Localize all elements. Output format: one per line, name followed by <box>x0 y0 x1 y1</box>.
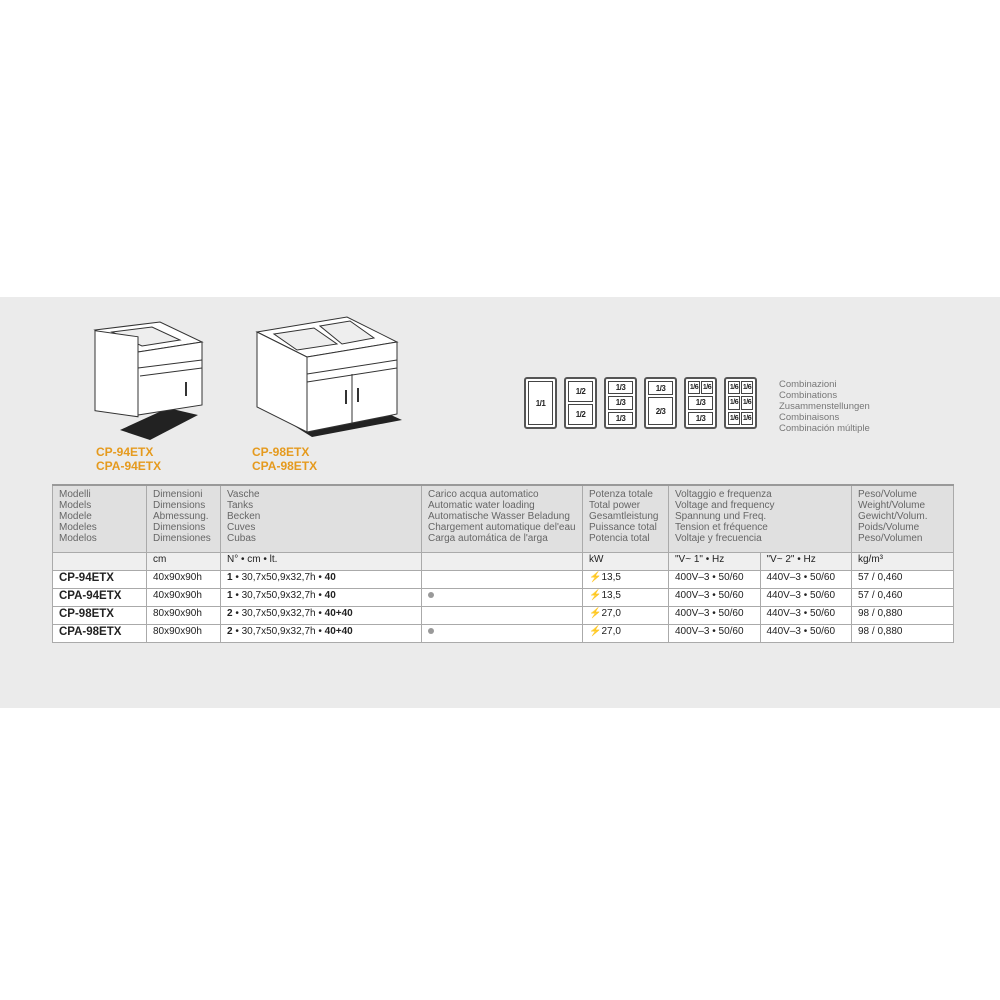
pasta-cooker-single-image <box>90 320 210 440</box>
power-cell <box>583 625 669 643</box>
pan-cell: 1/6 <box>741 412 753 425</box>
pan-cell: 1/6 <box>741 381 753 394</box>
header-line: Poids/Volume <box>858 522 920 533</box>
pan-cell: 1/6 <box>701 381 713 394</box>
tank-size: • 30,7x50,9x32,7h • <box>232 590 325 601</box>
power-cell <box>583 571 669 589</box>
pan-combination <box>564 377 597 429</box>
feature-dot-icon <box>428 592 434 598</box>
spec-table <box>52 484 954 643</box>
voltage2-cell: 440V–3 • 50/60 <box>760 625 852 643</box>
table-row <box>53 607 954 625</box>
pan-cell: 1/2 <box>568 381 593 402</box>
weight-cell: 57 / 0,460 <box>852 571 954 589</box>
pan-cell: 1/3 <box>608 381 633 394</box>
pan-cell: 1/3 <box>688 396 713 409</box>
auto-water-cell <box>422 589 583 607</box>
column-header <box>669 485 852 553</box>
header-line: Peso/Volume <box>858 489 917 500</box>
pasta-cooker-double-image <box>252 312 412 442</box>
combo-label-line: Combinations <box>779 390 838 401</box>
product-model: CPA-94ETX <box>96 459 162 473</box>
auto-water-cell <box>422 571 583 589</box>
header-line: Automatische Wasser Beladung <box>428 511 570 522</box>
dimensions-cell: 40x90x90h <box>147 589 221 607</box>
tanks-cell <box>221 607 422 625</box>
table-unit-row <box>53 553 954 571</box>
header-line: Abmessung. <box>153 511 209 522</box>
header-line: Dimensiones <box>153 533 211 544</box>
unit-cell <box>53 553 147 571</box>
model-cell: CPA-98ETX <box>53 625 147 643</box>
lightning-icon: ⚡ <box>589 590 602 601</box>
header-line: Voltage and frequency <box>675 500 775 511</box>
voltage2-cell: 440V–3 • 50/60 <box>760 589 852 607</box>
header-line: Dimensioni <box>153 489 203 500</box>
combo-label-line: Combinación múltiple <box>779 423 870 434</box>
pan-combination <box>524 377 557 429</box>
tank-liters: 40+40 <box>324 626 353 637</box>
header-line: Models <box>59 500 92 511</box>
header-line: Modele <box>59 511 92 522</box>
unit-cell: "V~ 1" • Hz <box>669 553 761 571</box>
unit-cell: "V~ 2" • Hz <box>760 553 852 571</box>
header-line: Automatic water loading <box>428 500 535 511</box>
power-value: 13,5 <box>601 572 621 583</box>
pan-cell: 1/3 <box>648 381 673 395</box>
combo-label-line: Combinazioni <box>779 379 837 390</box>
tank-size: • 30,7x50,9x32,7h • <box>232 572 325 583</box>
combo-label-line: Combinaisons <box>779 412 840 423</box>
header-line: Vasche <box>227 489 260 500</box>
dimensions-cell: 40x90x90h <box>147 571 221 589</box>
header-line: Weight/Volume <box>858 500 926 511</box>
table-row <box>53 589 954 607</box>
product-model: CPA-98ETX <box>252 459 318 473</box>
column-header <box>852 485 954 553</box>
unit-cell: kW <box>583 553 669 571</box>
pan-combination <box>684 377 717 429</box>
feature-dot-icon <box>428 628 434 634</box>
pan-combination <box>644 377 677 429</box>
unit-cell <box>422 553 583 571</box>
header-line: Cuves <box>227 522 256 533</box>
header-line: Modelli <box>59 489 91 500</box>
pan-cell: 1/6 <box>741 396 753 409</box>
unit-cell: cm <box>147 553 221 571</box>
tanks-cell <box>221 625 422 643</box>
header-line: Gewicht/Volum. <box>858 511 928 522</box>
voltage2-cell: 440V–3 • 50/60 <box>760 607 852 625</box>
tanks-cell <box>221 571 422 589</box>
pan-cell: 1/2 <box>568 404 593 425</box>
tank-size: • 30,7x50,9x32,7h • <box>232 626 325 637</box>
header-line: Voltaggio e frequenza <box>675 489 772 500</box>
header-line: Carga automática de l'arga <box>428 533 548 544</box>
weight-cell: 57 / 0,460 <box>852 589 954 607</box>
power-value: 13,5 <box>601 590 621 601</box>
power-cell <box>583 607 669 625</box>
voltage1-cell: 400V–3 • 50/60 <box>669 607 761 625</box>
lightning-icon: ⚡ <box>589 608 602 619</box>
header-line: Dimensions <box>153 522 206 533</box>
table-header-row <box>53 485 954 553</box>
voltage1-cell: 400V–3 • 50/60 <box>669 625 761 643</box>
auto-water-cell <box>422 625 583 643</box>
header-line: Carico acqua automatico <box>428 489 539 500</box>
header-line: Modelos <box>59 533 97 544</box>
product-label-double <box>252 445 317 473</box>
tanks-cell <box>221 589 422 607</box>
pan-cell: 1/1 <box>528 381 553 425</box>
header-line: Voltaje y frecuencia <box>675 533 762 544</box>
pan-cell: 1/3 <box>608 412 633 425</box>
power-cell <box>583 589 669 607</box>
tank-liters: 40 <box>324 572 336 583</box>
header-line: Potenza totale <box>589 489 653 500</box>
lightning-icon: ⚡ <box>589 572 602 583</box>
pan-cell: 1/6 <box>728 396 740 409</box>
header-line: Potencia total <box>589 533 650 544</box>
tank-liters: 40+40 <box>324 608 353 619</box>
column-header <box>221 485 422 553</box>
combinations-label <box>779 379 870 434</box>
pan-cell: 1/3 <box>608 396 633 409</box>
header-line: Becken <box>227 511 261 522</box>
pan-combination <box>604 377 637 429</box>
tank-size: • 30,7x50,9x32,7h • <box>232 608 325 619</box>
header-line: Puissance total <box>589 522 657 533</box>
table-row <box>53 571 954 589</box>
pan-cell: 2/3 <box>648 397 673 425</box>
model-cell: CP-98ETX <box>53 607 147 625</box>
dimensions-cell: 80x90x90h <box>147 607 221 625</box>
model-cell: CP-94ETX <box>53 571 147 589</box>
unit-cell: kg/m³ <box>852 553 954 571</box>
header-line: Modeles <box>59 522 97 533</box>
voltage2-cell: 440V–3 • 50/60 <box>760 571 852 589</box>
header-line: Tanks <box>227 500 254 511</box>
header-line: Cubas <box>227 533 256 544</box>
product-model: CP-94ETX <box>96 445 154 459</box>
auto-water-cell <box>422 607 583 625</box>
header-line: Chargement automatique del'eau <box>428 522 576 533</box>
tank-count: 1 <box>227 590 233 601</box>
table-row <box>53 625 954 643</box>
header-line: Peso/Volumen <box>858 533 923 544</box>
pan-cell: 1/3 <box>688 412 713 425</box>
header-line: Gesamtleistung <box>589 511 659 522</box>
pan-combinations <box>524 377 757 429</box>
voltage1-cell: 400V–3 • 50/60 <box>669 571 761 589</box>
pan-cell: 1/6 <box>688 381 700 394</box>
tank-count: 1 <box>227 572 233 583</box>
pan-cell: 1/6 <box>728 412 740 425</box>
tank-count: 2 <box>227 626 233 637</box>
header-line: Total power <box>589 500 641 511</box>
header-line: Tension et fréquence <box>675 522 768 533</box>
voltage1-cell: 400V–3 • 50/60 <box>669 589 761 607</box>
power-value: 27,0 <box>601 608 621 619</box>
pan-combination <box>724 377 757 429</box>
pan-cell: 1/6 <box>728 381 740 394</box>
column-header <box>53 485 147 553</box>
product-model: CP-98ETX <box>252 445 310 459</box>
product-label-single <box>96 445 161 473</box>
column-header <box>147 485 221 553</box>
dimensions-cell: 80x90x90h <box>147 625 221 643</box>
model-cell: CPA-94ETX <box>53 589 147 607</box>
lightning-icon: ⚡ <box>589 626 602 637</box>
column-header <box>422 485 583 553</box>
unit-cell: N° • cm • lt. <box>221 553 422 571</box>
tank-count: 2 <box>227 608 233 619</box>
header-line: Dimensions <box>153 500 206 511</box>
combo-label-line: Zusammenstellungen <box>779 401 870 412</box>
power-value: 27,0 <box>601 626 621 637</box>
weight-cell: 98 / 0,880 <box>852 607 954 625</box>
weight-cell: 98 / 0,880 <box>852 625 954 643</box>
column-header <box>583 485 669 553</box>
header-line: Spannung und Freq. <box>675 511 767 522</box>
tank-liters: 40 <box>324 590 336 601</box>
